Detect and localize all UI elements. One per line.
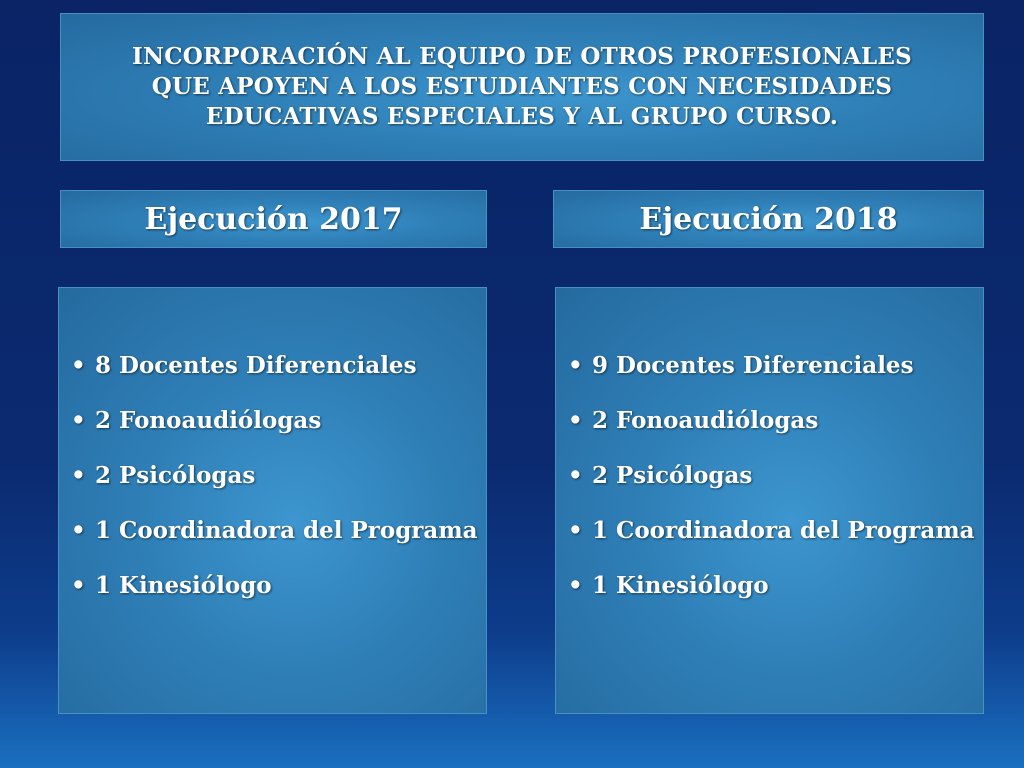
year-2017-list: [71, 346, 486, 606]
list-item: • 1 Coordinadora del Programa: [71, 511, 486, 551]
list-item: • 2 Fonoaudiólogas: [71, 401, 486, 441]
list-item: • 2 Psicólogas: [568, 456, 983, 496]
slide-title: INCORPORACIÓN AL EQUIPO DE OTROS PROFESIONALES QUE APOYEN A LOS ESTUDIANTES CON NECESIDADES EDUCATIVAS ESPECIALES Y AL GRUPO CURSO.: [132, 43, 912, 130]
bullet-icon: •: [71, 517, 86, 544]
bullet-icon: •: [71, 407, 86, 434]
list-item: • 9 Docentes Diferenciales: [568, 346, 983, 386]
bullet-icon: •: [568, 462, 583, 489]
year-2018-header: [553, 190, 984, 248]
year-2017-title: Ejecución 2017: [144, 201, 403, 237]
bullet-icon: •: [71, 352, 86, 379]
list-item: • 2 Fonoaudiólogas: [568, 401, 983, 441]
list-item: • 2 Psicólogas: [71, 456, 486, 496]
list-item: • 1 Coordinadora del Programa: [568, 511, 983, 551]
year-2018-title: Ejecución 2018: [639, 201, 898, 237]
list-item: • 8 Docentes Diferenciales: [71, 346, 486, 386]
bullet-icon: •: [568, 352, 583, 379]
year-2018-list-panel: [555, 287, 984, 714]
bullet-icon: •: [568, 407, 583, 434]
bullet-icon: •: [568, 572, 583, 599]
year-2018-list: [568, 346, 983, 606]
bullet-icon: •: [71, 462, 86, 489]
list-item: • 1 Kinesiólogo: [71, 566, 486, 606]
year-2017-header: [60, 190, 487, 248]
bullet-icon: •: [71, 572, 86, 599]
header-banner: [60, 13, 984, 161]
list-item: • 1 Kinesiólogo: [568, 566, 983, 606]
bullet-icon: •: [568, 517, 583, 544]
year-2017-list-panel: [58, 287, 487, 714]
